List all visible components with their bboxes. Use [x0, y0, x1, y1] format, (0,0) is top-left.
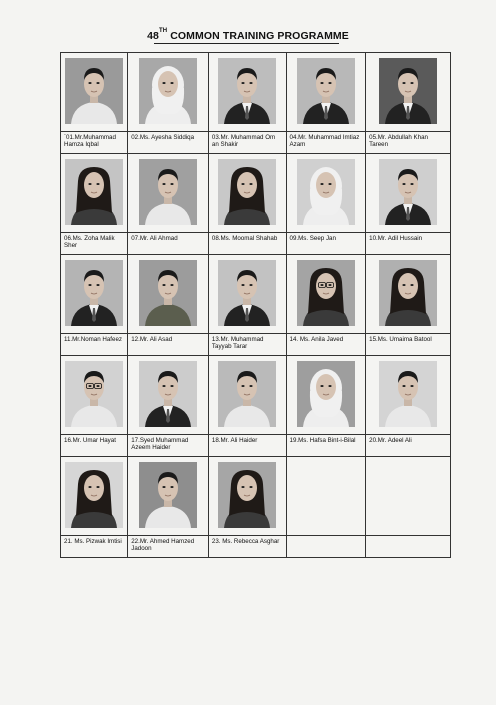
participant-photo-cell: [366, 356, 451, 435]
participant-name-cell: [286, 132, 366, 154]
participant-name-cell: [128, 536, 209, 558]
participant-name: 03.Mr. Muhammad Om an Shakir: [211, 134, 276, 148]
participant-photo-cell: [61, 154, 128, 233]
name-row: [61, 132, 451, 154]
participant-name: 08.Ms. Moomal Shahab: [211, 235, 278, 242]
female-hijab-photo: [139, 58, 197, 124]
name-row: [61, 435, 451, 457]
participant-photo-cell: [208, 255, 286, 334]
participant-photo-cell: [128, 53, 209, 132]
participants-table: [60, 52, 451, 558]
female-hijab-photo: [297, 159, 355, 225]
photo-frame: [366, 457, 450, 535]
photo-frame: [61, 457, 127, 535]
participant-name: 09.Ms. Seep Jan: [289, 235, 336, 242]
male-suit-photo: [218, 58, 276, 124]
name-row: [61, 233, 451, 255]
participant-photo-cell: [366, 154, 451, 233]
male-shirt-photo: [218, 361, 276, 427]
name-row: [61, 536, 451, 558]
participant-name: 12.Mr. Ali Asad: [131, 336, 173, 343]
participant-photo-cell: [61, 457, 128, 536]
title-suffix: TH: [159, 28, 168, 34]
name-row: [61, 334, 451, 356]
male-suit-photo: [218, 260, 276, 326]
participant-photo-cell: [208, 457, 286, 536]
participant-name-cell: [286, 334, 366, 356]
male-suit-photo: [65, 260, 123, 326]
photo-frame: [366, 255, 450, 333]
female-photo: [379, 260, 437, 326]
female-photo: [65, 462, 123, 528]
participant-name: 23. Ms. Rebecca Asghar: [211, 538, 280, 545]
participant-photo-cell: [128, 255, 209, 334]
photo-row: [61, 53, 451, 132]
participant-name-cell: [208, 132, 286, 154]
participant-name-cell: [61, 132, 128, 154]
title-underline: [154, 43, 339, 44]
photo-frame: [209, 356, 286, 434]
page-title: [0, 30, 496, 42]
participant-name: 10.Mr. Adil Hussain: [369, 235, 423, 242]
male-uniform-photo: [139, 260, 197, 326]
photo-frame: [287, 457, 366, 535]
photo-frame: [287, 53, 366, 131]
participant-photo-cell: [208, 53, 286, 132]
female-photo: [218, 462, 276, 528]
participant-name-cell: [208, 435, 286, 457]
participant-name-cell: [286, 536, 366, 558]
participant-name-cell: [366, 334, 451, 356]
participant-photo-cell: [366, 255, 451, 334]
participant-name: 04.Mr. Muhammad Imtiaz Azam: [289, 134, 360, 148]
photo-row: [61, 154, 451, 233]
participant-photo-cell: [366, 53, 451, 132]
participant-photo-cell: [128, 356, 209, 435]
participant-name-cell: [128, 132, 209, 154]
male-suit-photo: [297, 58, 355, 124]
male-shirt-photo: [379, 361, 437, 427]
title-rest: COMMON TRAINING PROGRAMME: [167, 30, 349, 42]
participant-photo-cell: [286, 154, 366, 233]
participant-name: 13.Mr. Muhammad Tayyab Tarar: [211, 336, 264, 350]
photo-frame: [61, 356, 127, 434]
participant-name: 15.Ms. Umaima Batool: [369, 336, 432, 343]
participant-name: `01.Mr.Muhammad Hamza Iqbal: [64, 134, 116, 148]
participant-name-cell: [61, 536, 128, 558]
male-photo: [65, 58, 123, 124]
male-suit-photo: [379, 58, 437, 124]
photo-frame: [366, 356, 450, 434]
male-suit-photo: [379, 159, 437, 225]
participant-photo-cell: [286, 53, 366, 132]
participant-name: 18.Mr. Ali Haider: [211, 437, 258, 444]
participant-photo-cell: [208, 356, 286, 435]
participant-name-cell: [208, 233, 286, 255]
photo-frame: [61, 255, 127, 333]
male-shirt-photo: [139, 159, 197, 225]
participant-name: 16.Mr. Umar Hayat: [64, 437, 116, 444]
photo-frame: [209, 457, 286, 535]
participant-name-cell: [366, 132, 451, 154]
participant-name: 06.Ms. Zoha Malik Sher: [64, 235, 115, 249]
photo-frame: [209, 255, 286, 333]
participant-photo-cell: [61, 255, 128, 334]
photo-row: [61, 356, 451, 435]
photo-frame: [366, 53, 450, 131]
participant-name: 02.Ms. Ayesha Siddiqa: [131, 134, 195, 141]
participant-name: 07.Mr. Ali Ahmad: [131, 235, 178, 242]
participant-photo-cell: [61, 53, 128, 132]
photo-frame: [128, 457, 208, 535]
photo-frame: [128, 255, 208, 333]
participant-name-cell: [366, 233, 451, 255]
participant-name: 11.Mr.Noman Hafeez: [64, 336, 123, 343]
photo-frame: [61, 53, 127, 131]
photo-frame: [209, 53, 286, 131]
participant-name: 21. Ms. Pizwak Imtisi: [64, 538, 122, 545]
photo-row: [61, 457, 451, 536]
photo-row: [61, 255, 451, 334]
participant-name-cell: [366, 536, 451, 558]
female-photo: [65, 159, 123, 225]
participant-name-cell: [128, 233, 209, 255]
participant-name-cell: [366, 435, 451, 457]
participant-name-cell: [208, 536, 286, 558]
photo-frame: [128, 356, 208, 434]
female-hijab-photo: [297, 361, 355, 427]
photo-frame: [61, 154, 127, 232]
participant-name-cell: [208, 334, 286, 356]
participant-name-cell: [61, 435, 128, 457]
participant-name: 17.Syed Muhammad Azeem Haider: [131, 437, 189, 451]
participant-photo-cell: [286, 255, 366, 334]
participant-name-cell: [61, 334, 128, 356]
empty-cell: [366, 457, 451, 536]
participant-name-cell: [128, 334, 209, 356]
participant-name: 19.Ms. Hafsa Bint-i-Bilal: [289, 437, 356, 444]
participant-photo-cell: [286, 356, 366, 435]
photo-frame: [287, 255, 366, 333]
participant-photo-cell: [208, 154, 286, 233]
title-number: 48: [147, 30, 159, 42]
photo-frame: [366, 154, 450, 232]
participant-photo-cell: [128, 457, 209, 536]
photo-frame: [209, 154, 286, 232]
male-suit-photo: [139, 361, 197, 427]
photo-frame: [287, 154, 366, 232]
participant-name: 20.Mr. Adeel Ali: [369, 437, 412, 444]
male-glasses-photo: [65, 361, 123, 427]
participant-name-cell: [128, 435, 209, 457]
female-glasses-photo: [297, 260, 355, 326]
empty-cell: [286, 457, 366, 536]
female-photo: [218, 159, 276, 225]
participant-name: 22.Mr. Ahmed Hamzed Jadoon: [131, 538, 195, 552]
participant-name-cell: [61, 233, 128, 255]
participant-name: 14. Ms. Anila Javed: [289, 336, 344, 343]
male-shirt-photo: [139, 462, 197, 528]
participant-name-cell: [286, 435, 366, 457]
participant-photo-cell: [61, 356, 128, 435]
participant-name: 05.Mr. Abdullah Khan Tareen: [369, 134, 428, 148]
photo-frame: [287, 356, 366, 434]
photo-frame: [128, 53, 208, 131]
photo-frame: [128, 154, 208, 232]
participant-photo-cell: [128, 154, 209, 233]
participant-name-cell: [286, 233, 366, 255]
